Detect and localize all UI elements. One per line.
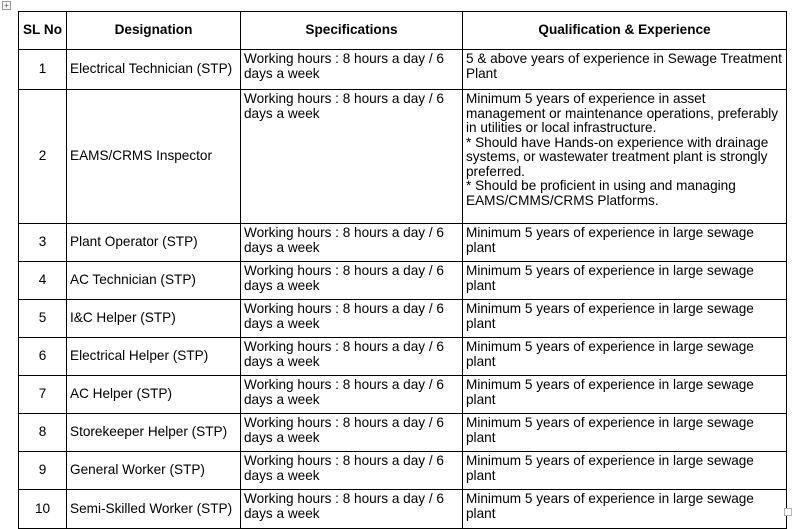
- header-sl-no: SL No: [19, 12, 67, 50]
- table-row: [19, 452, 787, 490]
- qualification-line: Minimum 5 years of experience in large sewage plant: [466, 263, 754, 293]
- cell-sl-no: 9: [19, 452, 67, 490]
- table-body: [19, 50, 787, 529]
- table-row: [19, 300, 787, 338]
- qualification-line: Minimum 5 years of experience in large sewage plant: [466, 225, 754, 255]
- cell-specification: Working hours : 8 hours a day / 6 days a week: [241, 262, 463, 300]
- cell-specification: Working hours : 8 hours a day / 6 days a week: [241, 338, 463, 376]
- cell-specification: Working hours : 8 hours a day / 6 days a week: [241, 414, 463, 452]
- cell-specification: Working hours : 8 hours a day / 6 days a week: [241, 376, 463, 414]
- cell-sl-no: 10: [19, 490, 67, 529]
- header-designation: Designation: [67, 12, 241, 50]
- cell-sl-no: 7: [19, 376, 67, 414]
- table-row: [19, 490, 787, 529]
- table-row: [19, 262, 787, 300]
- qualification-line: 5 & above years of experience in Sewage Treatment Plant: [466, 51, 782, 81]
- qualification-line: Minimum 5 years of experience in large sewage plant: [466, 453, 754, 483]
- cell-designation: General Worker (STP): [67, 452, 241, 490]
- qualification-line: Minimum 5 years of experience in large sewage plant: [466, 415, 754, 445]
- cell-qualification: [463, 414, 787, 452]
- cell-qualification: [463, 376, 787, 414]
- table-row: [19, 338, 787, 376]
- header-qualification: Qualification & Experience: [463, 12, 787, 50]
- cell-specification: Working hours : 8 hours a day / 6 days a week: [241, 490, 463, 529]
- qualification-line: * Should be proficient in using and managing EAMS/CMMS/CRMS Platforms.: [466, 178, 736, 208]
- table-header-row: [19, 12, 787, 50]
- cell-designation: AC Helper (STP): [67, 376, 241, 414]
- cell-sl-no: 1: [19, 50, 67, 90]
- qualification-line: Minimum 5 years of experience in asset management or maintenance operations, preferably in utilities or local infrastructure.: [466, 91, 779, 135]
- cell-qualification: [463, 452, 787, 490]
- cell-designation: Electrical Technician (STP): [67, 50, 241, 90]
- header-specifications: Specifications: [241, 12, 463, 50]
- cell-designation: Electrical Helper (STP): [67, 338, 241, 376]
- cell-sl-no: 3: [19, 224, 67, 262]
- cell-qualification: [463, 262, 787, 300]
- cell-qualification: [463, 338, 787, 376]
- cell-sl-no: 2: [19, 90, 67, 224]
- cell-designation: Plant Operator (STP): [67, 224, 241, 262]
- table-move-handle-icon[interactable]: +: [2, 1, 11, 10]
- cell-designation: I&C Helper (STP): [67, 300, 241, 338]
- cell-specification: Working hours : 8 hours a day / 6 days a week: [241, 300, 463, 338]
- cell-specification: Working hours : 8 hours a day / 6 days a week: [241, 90, 463, 224]
- table-resize-handle-icon[interactable]: [784, 508, 792, 516]
- table-row: [19, 376, 787, 414]
- table-row: [19, 50, 787, 90]
- cell-sl-no: 6: [19, 338, 67, 376]
- qualification-line: Minimum 5 years of experience in large sewage plant: [466, 377, 754, 407]
- cell-qualification: [463, 490, 787, 529]
- qualification-line: * Should have Hands-on experience with drainage systems, or wastewater treatment plant is strongly preferred.: [466, 134, 769, 179]
- cell-qualification: [463, 50, 787, 90]
- cell-designation: EAMS/CRMS Inspector: [67, 90, 241, 224]
- cell-specification: Working hours : 8 hours a day / 6 days a week: [241, 50, 463, 90]
- table-row: [19, 224, 787, 262]
- cell-specification: Working hours : 8 hours a day / 6 days a week: [241, 224, 463, 262]
- cell-specification: Working hours : 8 hours a day / 6 days a week: [241, 452, 463, 490]
- cell-sl-no: 4: [19, 262, 67, 300]
- qualification-line: Minimum 5 years of experience in large sewage plant: [466, 491, 754, 521]
- cell-qualification: [463, 300, 787, 338]
- cell-qualification: [463, 90, 787, 224]
- qualification-line: Minimum 5 years of experience in large sewage plant: [466, 339, 754, 369]
- table-row: [19, 414, 787, 452]
- cell-designation: Semi-Skilled Worker (STP): [67, 490, 241, 529]
- jobs-table: [18, 11, 787, 529]
- cell-sl-no: 8: [19, 414, 67, 452]
- cell-designation: AC Technician (STP): [67, 262, 241, 300]
- cell-qualification: [463, 224, 787, 262]
- table-row: [19, 90, 787, 224]
- cell-sl-no: 5: [19, 300, 67, 338]
- cell-designation: Storekeeper Helper (STP): [67, 414, 241, 452]
- qualification-line: Minimum 5 years of experience in large sewage plant: [466, 301, 754, 331]
